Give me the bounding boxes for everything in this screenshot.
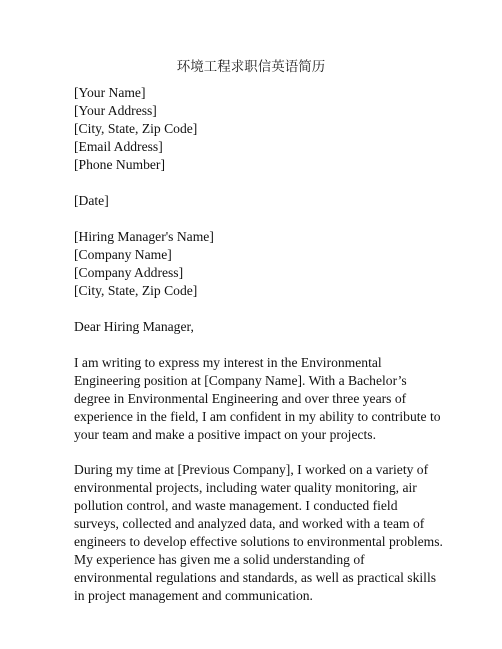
paragraph-line: degree in Environmental Engineering and over three years of xyxy=(74,391,407,406)
sender-email: [Email Address] xyxy=(74,139,163,154)
recipient-block xyxy=(74,228,436,300)
paragraph-line: Engineering position at [Company Name]. With a Bachelor’s xyxy=(74,373,407,388)
recipient-city-state-zip: [City, State, Zip Code] xyxy=(74,283,198,298)
sender-phone: [Phone Number] xyxy=(74,157,165,172)
sender-city-state-zip: [City, State, Zip Code] xyxy=(74,121,198,136)
paragraph-line: environmental regulations and standards, as well as practical skills xyxy=(74,570,437,585)
salutation-block xyxy=(74,318,436,336)
salutation: Dear Hiring Manager, xyxy=(74,319,194,334)
recipient-address: [Company Address] xyxy=(74,265,184,280)
sender-address: [Your Address] xyxy=(74,103,157,118)
paragraph-line: surveys, collected and analyzed data, and worked with a team of xyxy=(74,516,425,531)
sender-name: [Your Name] xyxy=(74,85,146,100)
paragraph-line: experience in the field, I am confident in my ability to contribute to xyxy=(74,409,441,424)
recipient-name: [Hiring Manager's Name] xyxy=(74,229,214,244)
sender-block xyxy=(74,84,436,174)
paragraph-line: engineers to develop effective solutions to environmental problems. xyxy=(74,534,443,549)
paragraph-interest xyxy=(74,354,441,444)
paragraph-line: environmental projects, including water quality monitoring, air xyxy=(74,480,417,495)
paragraph-line: in project management and communication. xyxy=(74,588,313,603)
paragraph-experience xyxy=(74,461,443,605)
paragraph-line: I am writing to express my interest in the Environmental xyxy=(74,355,382,370)
paragraph-line: pollution control, and waste management. I conducted field xyxy=(74,498,398,513)
paragraph-line: During my time at [Previous Company], I worked on a variety of xyxy=(74,462,429,477)
cover-letter-body xyxy=(74,84,443,622)
document-title: 环境工程求职信英语简历 xyxy=(176,59,326,74)
date-block xyxy=(74,192,436,210)
letter-date: [Date] xyxy=(74,193,109,208)
recipient-company: [Company Name] xyxy=(74,247,172,262)
paragraph-line: your team and make a positive impact on your projects. xyxy=(74,427,376,442)
paragraph-line: My experience has given me a solid understanding of xyxy=(74,552,365,567)
